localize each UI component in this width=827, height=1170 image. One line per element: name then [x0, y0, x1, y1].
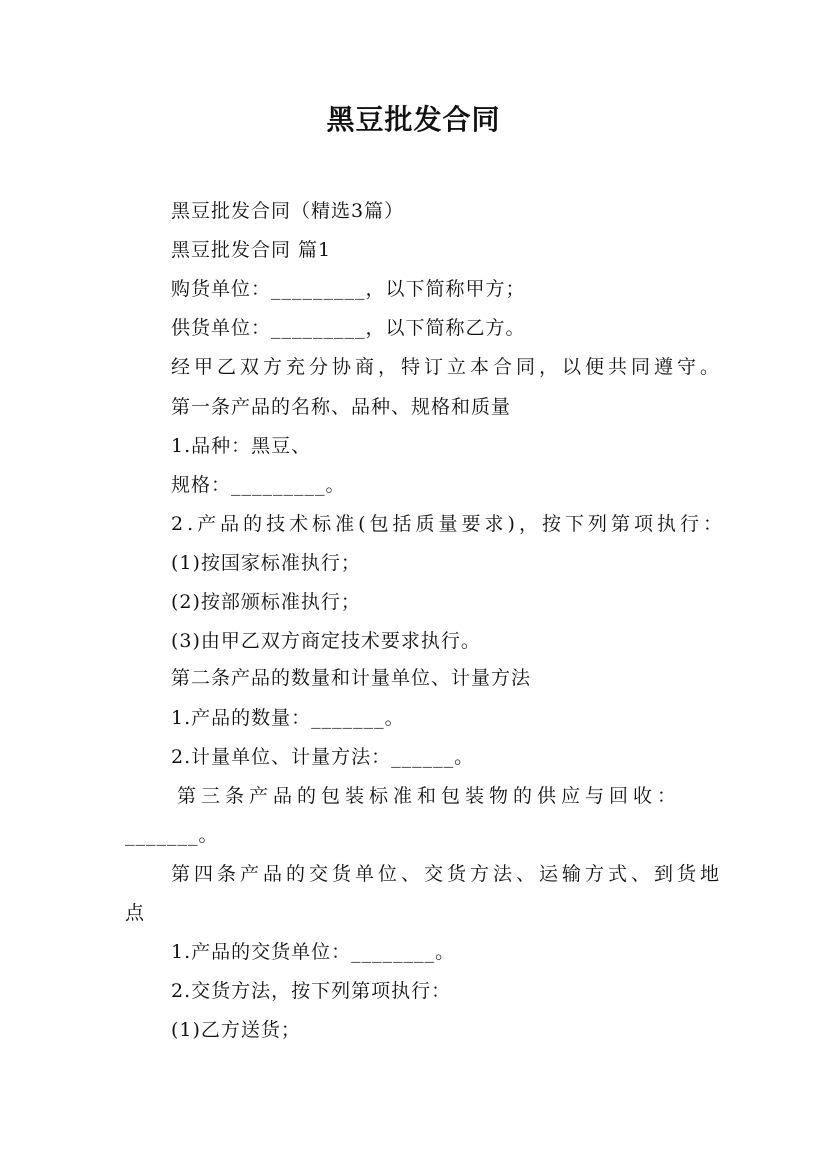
- clause-1-option-1: (1)按国家标准执行；: [171, 552, 361, 574]
- clause-3-heading: 第三条产品的包装标准和包装物的供应与回收：: [177, 785, 682, 807]
- document-title: 黑豆批发合同: [326, 103, 501, 136]
- clause-4-heading-cont: 点: [125, 902, 146, 924]
- supplier-line: 供货单位：_________，以下简称乙方。: [171, 317, 526, 339]
- clause-2-item-1: 1.产品的数量：_______。: [171, 707, 405, 729]
- clause-1-spec: 规格：_________。: [171, 474, 346, 496]
- clause-2-item-2: 2.计量单位、计量方法：______。: [171, 746, 475, 768]
- agreement-line: 经甲乙双方充分协商，特订立本合同，以便共同遵守。: [171, 356, 724, 378]
- clause-4-option-1: (1)乙方送货；: [171, 1019, 301, 1041]
- clause-4-item-1: 1.产品的交货单位：________。: [171, 941, 456, 963]
- clause-3-blank: _______。: [125, 824, 219, 846]
- clause-1-item-2: 2.产品的技术标准(包括质量要求)，按下列第项执行：: [171, 513, 726, 535]
- clause-2-heading: 第二条产品的数量和计量单位、计量方法: [171, 667, 532, 689]
- clause-1-heading: 第一条产品的名称、品种、规格和质量: [171, 396, 512, 418]
- clause-1-option-2: (2)按部颁标准执行；: [171, 591, 361, 613]
- clause-4-heading: 第四条产品的交货单位、交货方法、运输方式、到货地: [171, 863, 724, 885]
- article-heading-line: 黑豆批发合同 篇1: [171, 239, 332, 261]
- buyer-line: 购货单位：_________，以下简称甲方；: [171, 278, 526, 300]
- clause-1-item-1: 1.品种：黑豆、: [171, 435, 312, 457]
- subtitle-line: 黑豆批发合同（精选3篇）: [171, 200, 405, 222]
- clause-1-option-3: (3)由甲乙双方商定技术要求执行。: [171, 630, 481, 652]
- clause-4-item-2: 2.交货方法，按下列第项执行：: [171, 980, 452, 1002]
